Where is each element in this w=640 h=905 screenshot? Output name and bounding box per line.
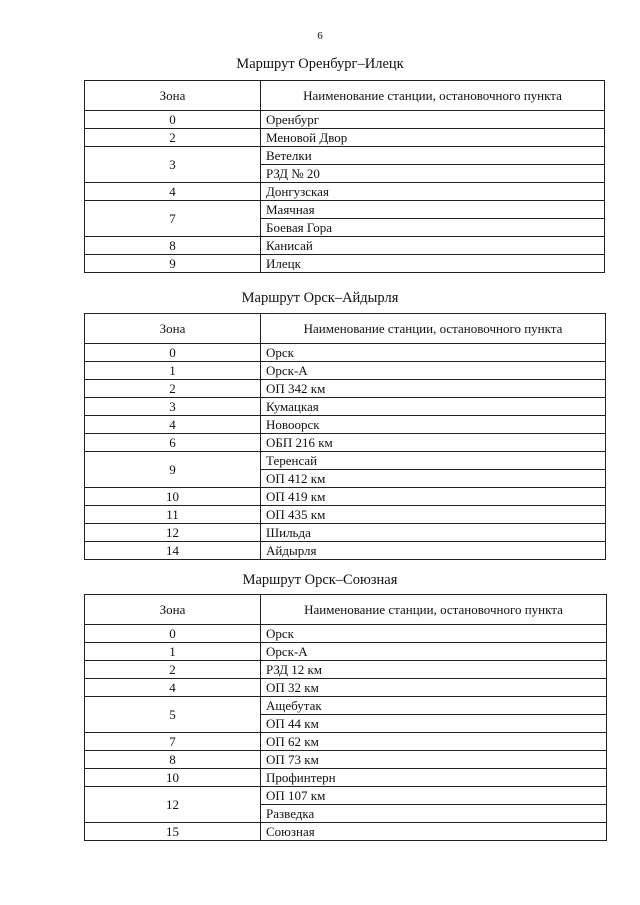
- table-header-row: [85, 81, 605, 111]
- route-title-orenburg-iletsk: Маршрут Оренбург–Илецк: [236, 56, 404, 72]
- page-number: 6: [317, 30, 323, 42]
- zone-cell: 3: [85, 147, 261, 183]
- stations-table-orsk-soyuznaya: [84, 594, 607, 841]
- station-name-cell: ОП 412 км: [261, 470, 606, 488]
- station-name-cell: РЗД № 20: [261, 165, 605, 183]
- column-header-zone: Зона: [85, 595, 261, 625]
- zone-cell: 8: [85, 237, 261, 255]
- zone-cell: 10: [85, 488, 261, 506]
- route-title-orsk-aidyrlya: Маршрут Орск–Айдырля: [241, 290, 399, 306]
- station-name-cell: Орск-А: [261, 362, 606, 380]
- zone-cell: 15: [85, 823, 261, 841]
- station-name-cell: РЗД 12 км: [261, 661, 607, 679]
- table-row: [85, 542, 606, 560]
- zone-cell: 9: [85, 452, 261, 488]
- zone-cell: 2: [85, 661, 261, 679]
- station-name-cell: Боевая Гора: [261, 219, 605, 237]
- station-name-cell: Орск: [261, 625, 607, 643]
- table-row: [85, 733, 607, 751]
- station-name-cell: Айдырля: [261, 542, 606, 560]
- table-row: [85, 380, 606, 398]
- station-name-cell: Профинтерн: [261, 769, 607, 787]
- zone-cell: 14: [85, 542, 261, 560]
- station-name-cell: ОП 73 км: [261, 751, 607, 769]
- table-row: [85, 524, 606, 542]
- station-name-cell: Шильда: [261, 524, 606, 542]
- table-row: [85, 506, 606, 524]
- table-row: [85, 661, 607, 679]
- table-row: [85, 362, 606, 380]
- station-name-cell: Ащебутак: [261, 697, 607, 715]
- zone-cell: 1: [85, 362, 261, 380]
- column-header-zone: Зона: [85, 81, 261, 111]
- table-row: [85, 398, 606, 416]
- zone-cell: 11: [85, 506, 261, 524]
- table-row: [85, 697, 607, 715]
- table-row: [85, 201, 605, 219]
- zone-cell: 0: [85, 344, 261, 362]
- zone-cell: 2: [85, 380, 261, 398]
- table-row: [85, 625, 607, 643]
- station-name-cell: Оренбург: [261, 111, 605, 129]
- table-row: [85, 787, 607, 805]
- station-name-cell: ОП 419 км: [261, 488, 606, 506]
- table-row: [85, 147, 605, 165]
- station-name-cell: Меновой Двор: [261, 129, 605, 147]
- station-name-cell: ОП 342 км: [261, 380, 606, 398]
- zone-cell: 2: [85, 129, 261, 147]
- table-header-row: [85, 314, 606, 344]
- table-row: [85, 679, 607, 697]
- zone-cell: 8: [85, 751, 261, 769]
- station-name-cell: Канисай: [261, 237, 605, 255]
- table-row: [85, 488, 606, 506]
- column-header-name: Наименование станции, остановочного пункта: [261, 595, 607, 625]
- table-row: [85, 769, 607, 787]
- zone-cell: 12: [85, 524, 261, 542]
- zone-cell: 4: [85, 679, 261, 697]
- table-row: [85, 751, 607, 769]
- station-name-cell: Новоорск: [261, 416, 606, 434]
- zone-cell: 5: [85, 697, 261, 733]
- station-name-cell: Маячная: [261, 201, 605, 219]
- station-name-cell: Ветелки: [261, 147, 605, 165]
- zone-cell: 6: [85, 434, 261, 452]
- station-name-cell: Кумацкая: [261, 398, 606, 416]
- station-name-cell: ОП 32 км: [261, 679, 607, 697]
- station-name-cell: ОП 62 км: [261, 733, 607, 751]
- column-header-zone: Зона: [85, 314, 261, 344]
- column-header-name: Наименование станции, остановочного пункта: [261, 81, 605, 111]
- stations-table-orenburg-iletsk: [84, 80, 605, 273]
- table-row: [85, 416, 606, 434]
- station-name-cell: ОП 107 км: [261, 787, 607, 805]
- table-row: [85, 237, 605, 255]
- table-row: [85, 434, 606, 452]
- table-row: [85, 344, 606, 362]
- zone-cell: 7: [85, 201, 261, 237]
- zone-cell: 0: [85, 111, 261, 129]
- zone-cell: 9: [85, 255, 261, 273]
- station-name-cell: Орск-А: [261, 643, 607, 661]
- station-name-cell: Союзная: [261, 823, 607, 841]
- station-name-cell: ОБП 216 км: [261, 434, 606, 452]
- zone-cell: 4: [85, 183, 261, 201]
- table-row: [85, 823, 607, 841]
- table-row: [85, 129, 605, 147]
- zone-cell: 7: [85, 733, 261, 751]
- zone-cell: 4: [85, 416, 261, 434]
- zone-cell: 3: [85, 398, 261, 416]
- station-name-cell: Донгузская: [261, 183, 605, 201]
- zone-cell: 10: [85, 769, 261, 787]
- column-header-name: Наименование станции, остановочного пункта: [261, 314, 606, 344]
- zone-cell: 12: [85, 787, 261, 823]
- table-row: [85, 183, 605, 201]
- route-title-orsk-soyuznaya: Маршрут Орск–Союзная: [242, 572, 398, 588]
- station-name-cell: Илецк: [261, 255, 605, 273]
- station-name-cell: Разведка: [261, 805, 607, 823]
- station-name-cell: ОП 435 км: [261, 506, 606, 524]
- table-row: [85, 643, 607, 661]
- table-header-row: [85, 595, 607, 625]
- station-name-cell: Теренсай: [261, 452, 606, 470]
- zone-cell: 1: [85, 643, 261, 661]
- station-name-cell: Орск: [261, 344, 606, 362]
- zone-cell: 0: [85, 625, 261, 643]
- table-row: [85, 452, 606, 470]
- stations-table-orsk-aidyrlya: [84, 313, 606, 560]
- station-name-cell: ОП 44 км: [261, 715, 607, 733]
- table-row: [85, 111, 605, 129]
- table-row: [85, 255, 605, 273]
